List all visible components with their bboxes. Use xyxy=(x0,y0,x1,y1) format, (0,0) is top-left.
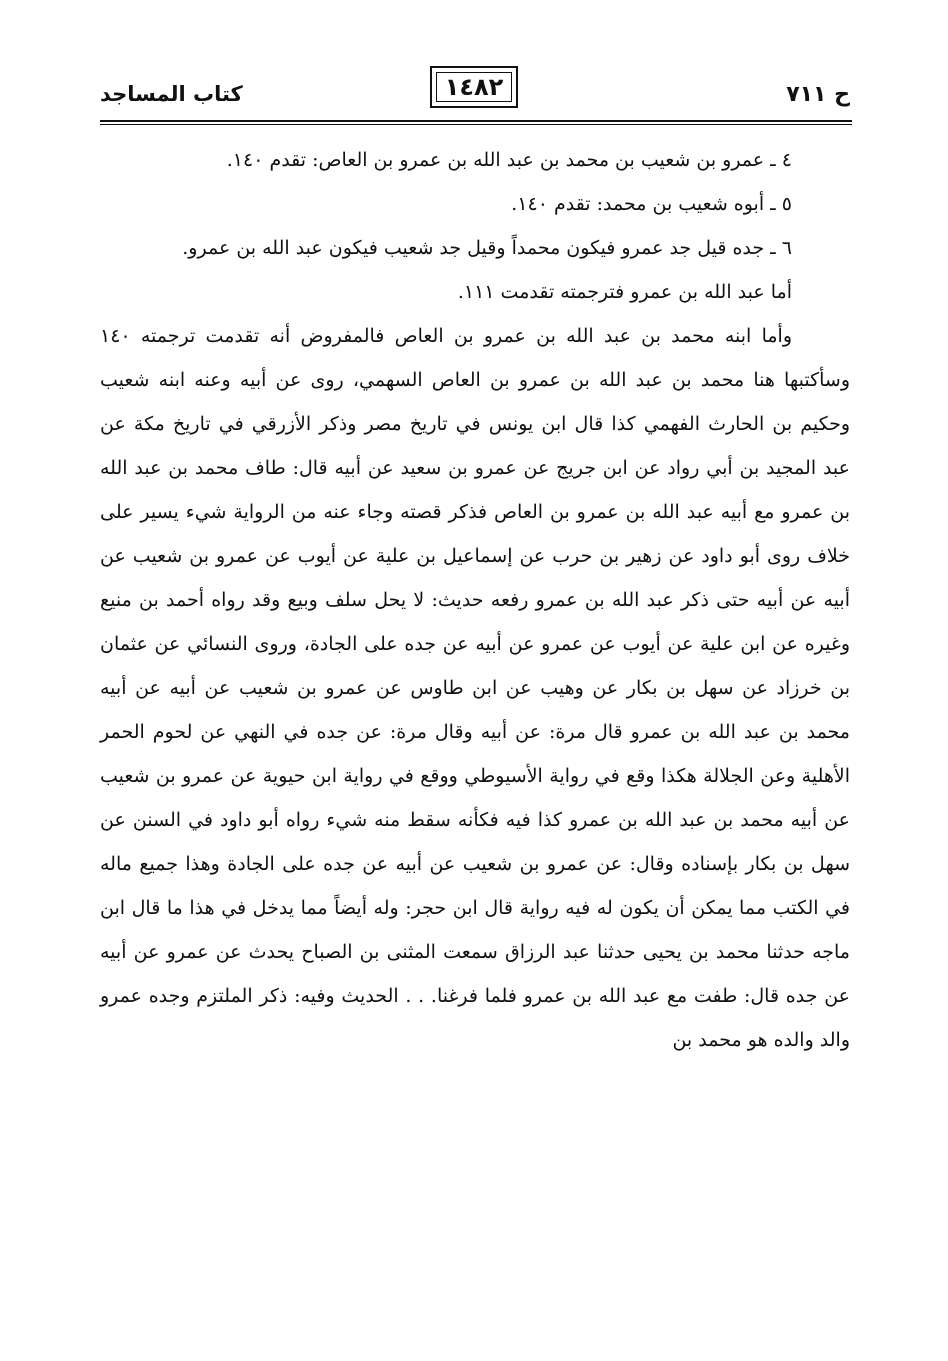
header-rule xyxy=(100,120,852,125)
page-number-frame xyxy=(430,66,518,108)
chapter-reference: ح ٧١١ xyxy=(786,82,850,107)
main-text xyxy=(100,138,850,1062)
paragraph-muhammad: وأما ابنه محمد بن عبد الله بن عمرو بن العاص فالمفروض أنه تقدمت ترجمته ١٤٠ وسأكتبها هنا محمد بن عبد الله بن عمرو بن العاص السهمي، روى عن أبيه وعنه ابنه شعيب وحكيم بن الحارث الفهمي كذا قال ابن يونس في تاريخ مصر وذكر الأزرقي في تاريخ مكة عن عبد المجيد بن أبي رواد عن ابن جريج عن عمرو بن سعيد عن أبيه قال: طاف محمد بن عبد الله بن عمرو مع أبيه عبد الله بن عمرو بن العاص فذكر قصته وجاء عنه من الرواية شيء يسير على خلاف روى أبو داود عن زهير بن حرب عن إسماعيل بن علية عن أيوب عن عمرو بن شعيب عن أبيه عن أبيه حتى ذكر عبد الله بن عمرو رفعه حديث: لا يحل سلف وبيع وقد رواه أحمد بن منيع وغيره عن ابن علية عن أيوب عن عمرو عن أبيه عن جده على الجادة، وروى النسائي عن عثمان بن خرزاد عن سهل بن بكار عن وهيب عن ابن طاوس عن عمرو بن شعيب عن أبيه عن أبيه محمد بن عبد الله بن عمرو قال مرة: عن أبيه وقال مرة: عن جده في النهي عن لحوم الحمر الأهلية وعن الجلالة هكذا وقع في رواية الأسيوطي ووقع في رواية ابن حيوية عن عمرو بن شعيب عن أبيه محمد بن عبد الله بن عمرو كذا فيه فكأنه سقط منه شيء رواه أبو داود في السنن عن سهل بن بكار بإسناده وقال: عن عمرو بن شعيب عن أبيه عن جده على الجادة وهذا جميع ماله في الكتب مما يمكن أن يكون له فيه رواية قال ابن حجر: وله أيضاً مما يدخل في هذا ما قال ابن ماجه حدثنا محمد بن يحيى حدثنا عبد الرزاق سمعت المثنى بن الصباح يحدث عن عمرو عن أبيه عن جده قال: طفت مع عبد الله بن عمرو فلما فرغنا. . . الحديث وفيه: ذكر الملتزم وجده عمرو والد والده هو محمد بن xyxy=(100,325,851,1051)
paragraph-abdullah: أما عبد الله بن عمرو فترجمته تقدمت ١١١. xyxy=(457,281,792,303)
narrator-entry-6: ٦ ـ جده قيل جد عمرو فيكون محمداً وقيل جد شعيب فيكون عبد الله بن عمرو. xyxy=(182,237,792,259)
narrator-entry-5: ٥ ـ أبوه شعيب بن محمد: تقدم ١٤٠. xyxy=(511,193,792,215)
page-number: ١٤٨٢ xyxy=(444,73,504,101)
running-header xyxy=(100,66,850,118)
book-section-title: كتاب المساجد xyxy=(100,82,243,106)
narrator-entry-4: ٤ ـ عمرو بن شعيب بن محمد بن عبد الله بن عمرو بن العاص: تقدم ١٤٠. xyxy=(226,149,792,171)
